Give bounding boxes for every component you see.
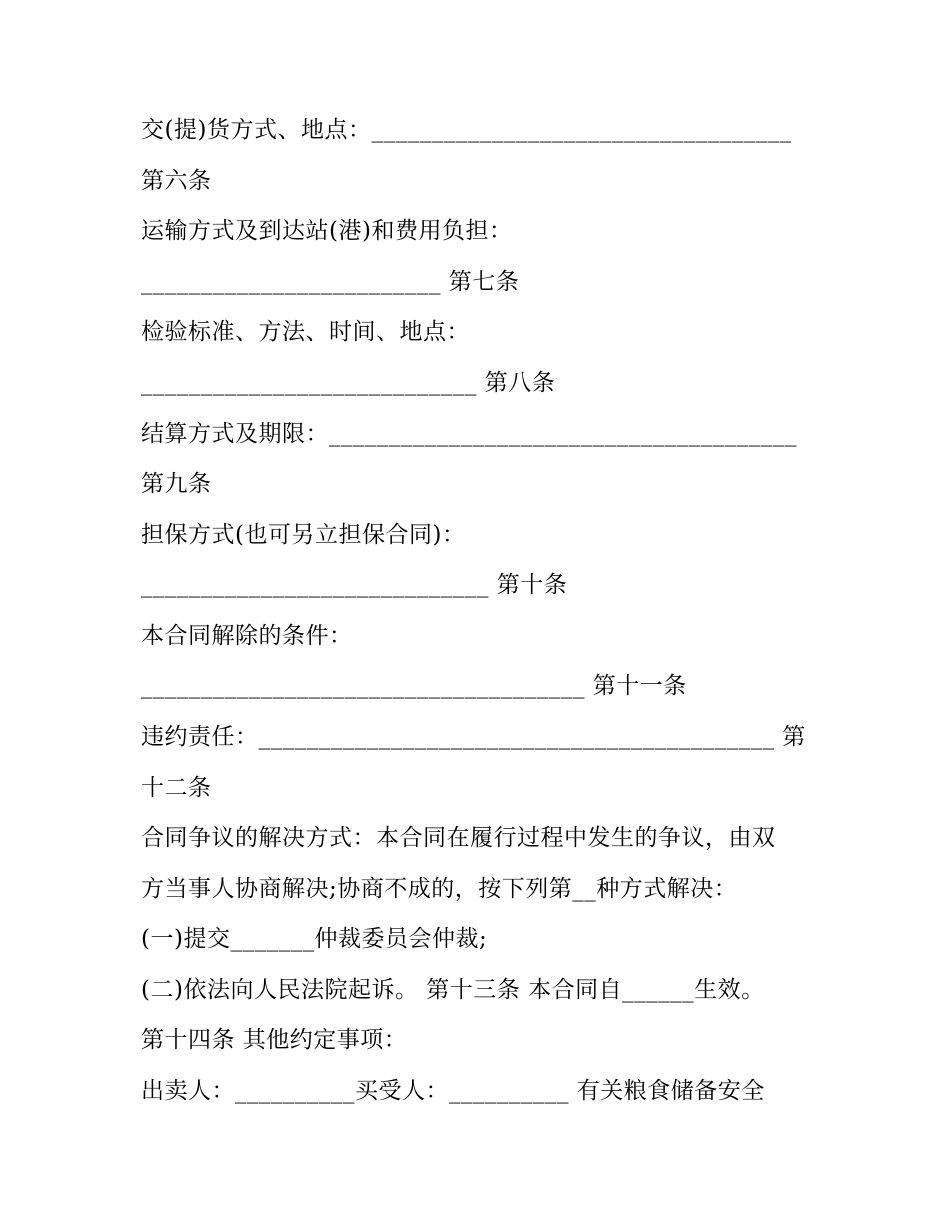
article-6-heading: 第六条 — [141, 168, 212, 194]
delivery-method-line: 交(提)货方式、地点：___________________________________ — [141, 117, 792, 143]
liability-line: 违约责任：___________________________________________ 第 — [141, 724, 806, 750]
arbitration-option-line: (一)提交_______仲裁委员会仲裁; — [141, 926, 488, 952]
inspection-standard-line: 检验标准、方法、时间、地点： — [141, 319, 470, 345]
termination-conditions-line: 本合同解除的条件： — [141, 623, 353, 649]
parties-line: 出卖人：__________买受人：__________ 有关粮食储备安全 — [141, 1078, 765, 1104]
article-9-heading: 第九条 — [141, 471, 212, 497]
article-12-heading: 十二条 — [141, 775, 212, 801]
termination-blank-line: _____________________________________ 第十一条 — [141, 673, 687, 699]
dispute-resolution-line-1: 合同争议的解决方式：本合同在履行过程中发生的争议，由双 — [141, 825, 776, 851]
lawsuit-option-line: (二)依法向人民法院起诉。 第十三条 本合同自______生效。 — [141, 977, 765, 1003]
dispute-resolution-line-2: 方当事人协商解决;协商不成的，按下列第__种方式解决： — [141, 876, 738, 902]
guarantee-method-line: 担保方式(也可另立担保合同)： — [141, 522, 466, 548]
article-14-heading: 第十四条 其他约定事项： — [141, 1027, 408, 1053]
settlement-method-line: 结算方式及期限：_______________________________________ — [141, 421, 797, 447]
guarantee-blank-line: _____________________________ 第十条 — [141, 572, 568, 598]
transport-method-line: 运输方式及到达站(港)和费用负担： — [141, 218, 513, 244]
inspection-blank-line: ____________________________ 第八条 — [141, 370, 556, 396]
transport-blank-line: _________________________ 第七条 — [141, 269, 520, 295]
